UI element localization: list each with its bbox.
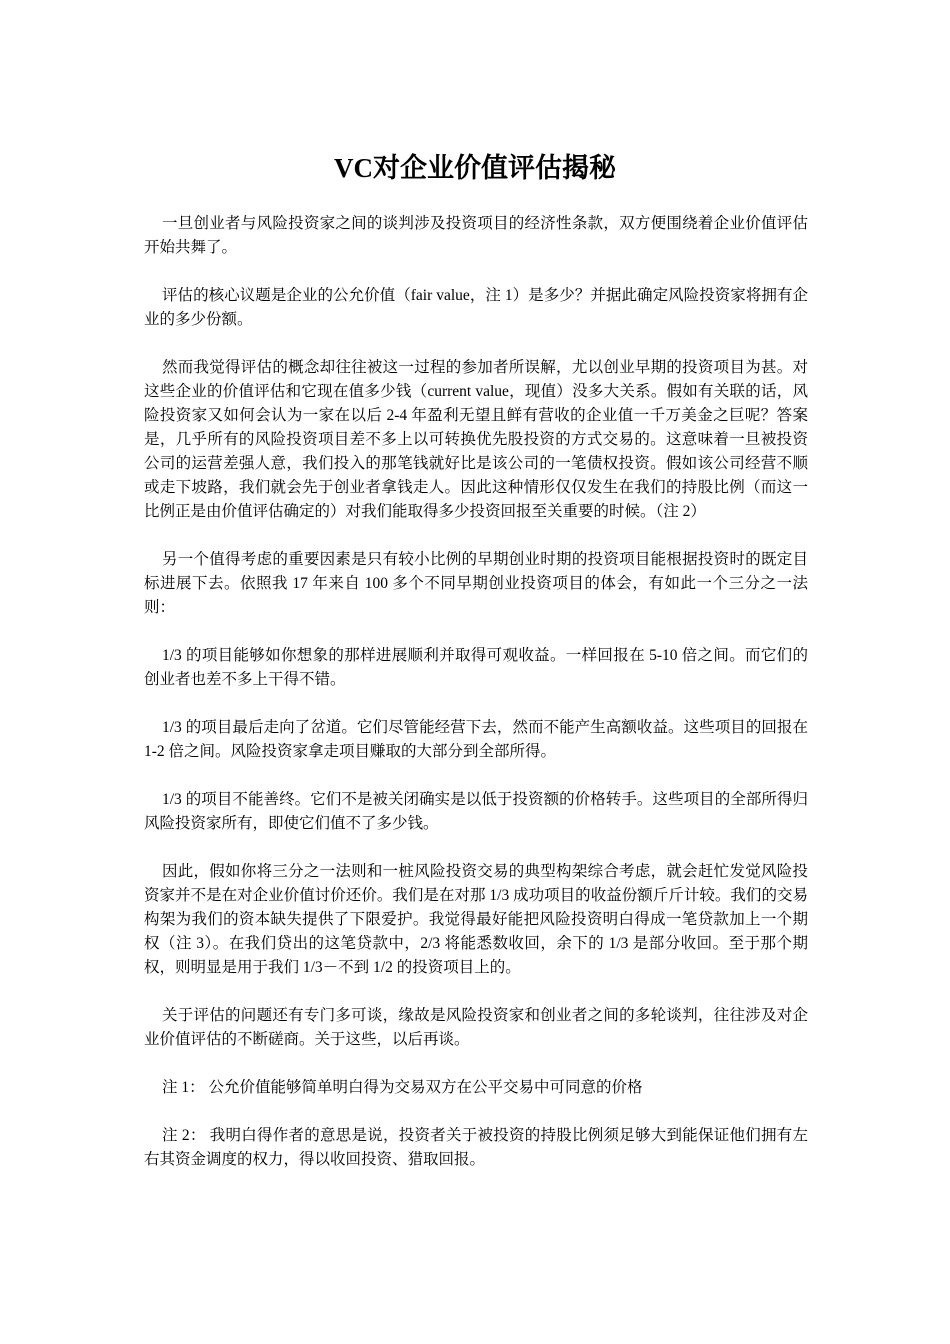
paragraph-closing: 关于评估的问题还有专门多可谈，缘故是风险投资家和创业者之间的多轮谈判，往往涉及对企业价值评估的不断磋商。关于这些，以后再谈。 [144,1007,808,1048]
paragraph-rule-sideways: 1/3 的项目最后走向了岔道。它们尽管能经营下去，然而不能产生高额收益。这些项目的回报在 1-2 倍之间。风险投资家拿走项目赚取的大部分到全部所得。 [144,719,808,760]
paragraph-valuation-concept: 然而我觉得评估的概念却往往被这一过程的参加者所误解，尤以创业早期的投资项目为甚。对这些企业的价值评估和它现在值多少钱（current value，现值）没多大关系。假如有关联的话，风险投资家又如何会认为一家在以后 2-4 年盈利无望且鲜有营收的企业值一千万美金之巨呢？答案是，几乎所有的风险投资项目差不多上以可转换优先股投资的方式交易的。这意味着一旦被投资公司的运营差强人意，我们投入的那笔钱就好比是该公司的一笔债权投资。假如该公司经营不顺或走下坡路，我们就会先于创业者拿钱走人。因此这种情形仅仅发生在我们的持股比例（而这一比例正是由价值评估确定的）对我们能取得多少投资回报至关重要的时候。（注 2） [144,359,808,520]
paragraph-fair-value: 评估的核心议题是企业的公允价值（fair value，注 1）是多少？并据此确定风险投资家将拥有企业的多少份额。 [144,287,808,328]
document-title: VC对企业价值评估揭秘 [334,153,616,183]
paragraph-rule-success: 1/3 的项目能够如你想象的那样进展顺利并取得可观收益。一样回报在 5-10 倍之间。而它们的创业者也差不多上干得不错。 [144,647,808,688]
paragraph-intro: 一旦创业者与风险投资家之间的谈判涉及投资项目的经济性条款，双方便围绕着企业价值评估开始共舞了。 [144,215,808,256]
paragraph-conclusion: 因此，假如你将三分之一法则和一桩风险投资交易的典型构架综合考虑，就会赶忙发觉风险投资家并不是在对企业价值讨价还价。我们是在对那 1/3 成功项目的收益份额斤斤计较。我们的交易构架为我们的资本缺失提供了下限爱护。我觉得最好能把风险投资明白得成一笔贷款加上一个期权（注 3）。在我们贷出的这笔贷款中，2/3 将能悉数收回，余下的 1/3 是部分收回。至于那个期权，则明显是用于我们 1/3－不到 1/2 的投资项目上的。 [144,863,808,976]
footnote-1: 注 1： 公允价值能够简单明白得为交易双方在公平交易中可同意的价格 [162,1079,643,1096]
paragraph-rule-failure: 1/3 的项目不能善终。它们不是被关闭确实是以低于投资额的价格转手。这些项目的全部所得归风险投资家所有，即使它们值不了多少钱。 [144,791,808,832]
document-body [144,212,808,1196]
footnote-2: 注 2： 我明白得作者的意思是说，投资者关于被投资的持股比例须足够大到能保证他们拥有左右其资金调度的权力，得以收回投资、猎取回报。 [144,1127,808,1168]
paragraph-one-third-rule: 另一个值得考虑的重要因素是只有较小比例的早期创业时期的投资项目能根据投资时的既定目标进展下去。依照我 17 年来自 100 多个不同早期创业投资项目的体会，有如此一个三分之一法则： [144,551,808,616]
